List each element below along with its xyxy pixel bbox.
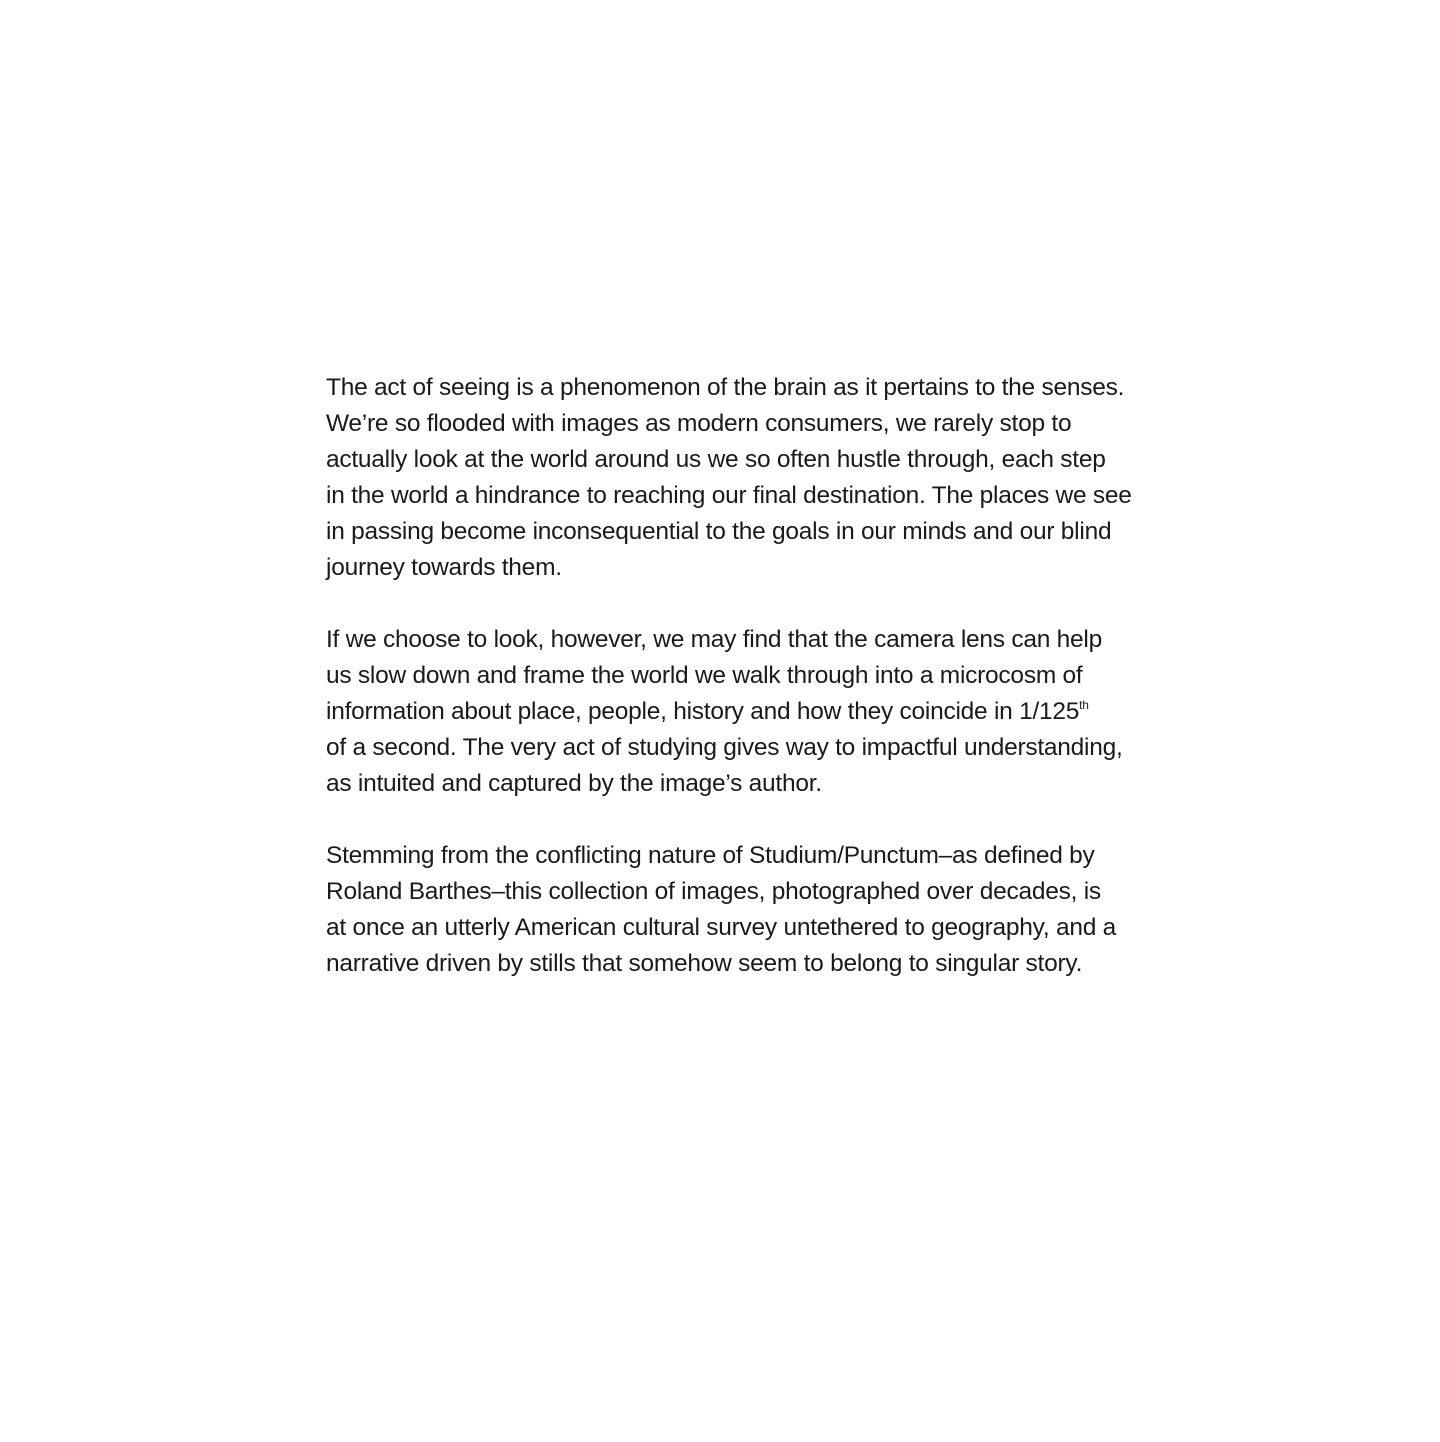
text-line-with-superscript xyxy=(326,694,1206,730)
text-line: us slow down and frame the world we walk through into a microcosm of xyxy=(326,662,1083,689)
text-line: as intuited and captured by the image’s author. xyxy=(326,770,822,797)
text-line: actually look at the world around us we so often hustle through, each step xyxy=(326,446,1106,473)
text-line: in the world a hindrance to reaching our final destination. The places we see xyxy=(326,482,1132,509)
text-line: in passing become inconsequential to the goals in our minds and our blind xyxy=(326,518,1112,545)
text-line: Stemming from the conflicting nature of Studium/Punctum–as defined by xyxy=(326,842,1095,869)
paragraph-2 xyxy=(326,622,1206,802)
ordinal-superscript: th xyxy=(1079,698,1089,712)
paragraph-1 xyxy=(326,370,1206,586)
paragraph-3 xyxy=(326,838,1206,982)
text-line: journey towards them. xyxy=(326,554,562,581)
text-line-main: information about place, people, history and how they coincide in 1/125 xyxy=(326,698,1080,725)
essay-text-block xyxy=(326,370,1206,1018)
text-line: The act of seeing is a phenomenon of the brain as it pertains to the senses. xyxy=(326,374,1125,401)
text-line: If we choose to look, however, we may find that the camera lens can help xyxy=(326,626,1102,653)
text-line: Roland Barthes–this collection of images, photographed over decades, is xyxy=(326,878,1101,905)
text-line: narrative driven by stills that somehow seem to belong to singular story. xyxy=(326,950,1083,977)
text-line: of a second. The very act of studying gives way to impactful understanding, xyxy=(326,734,1123,761)
text-line: We’re so flooded with images as modern consumers, we rarely stop to xyxy=(326,410,1072,437)
text-line: at once an utterly American cultural survey untethered to geography, and a xyxy=(326,914,1117,941)
